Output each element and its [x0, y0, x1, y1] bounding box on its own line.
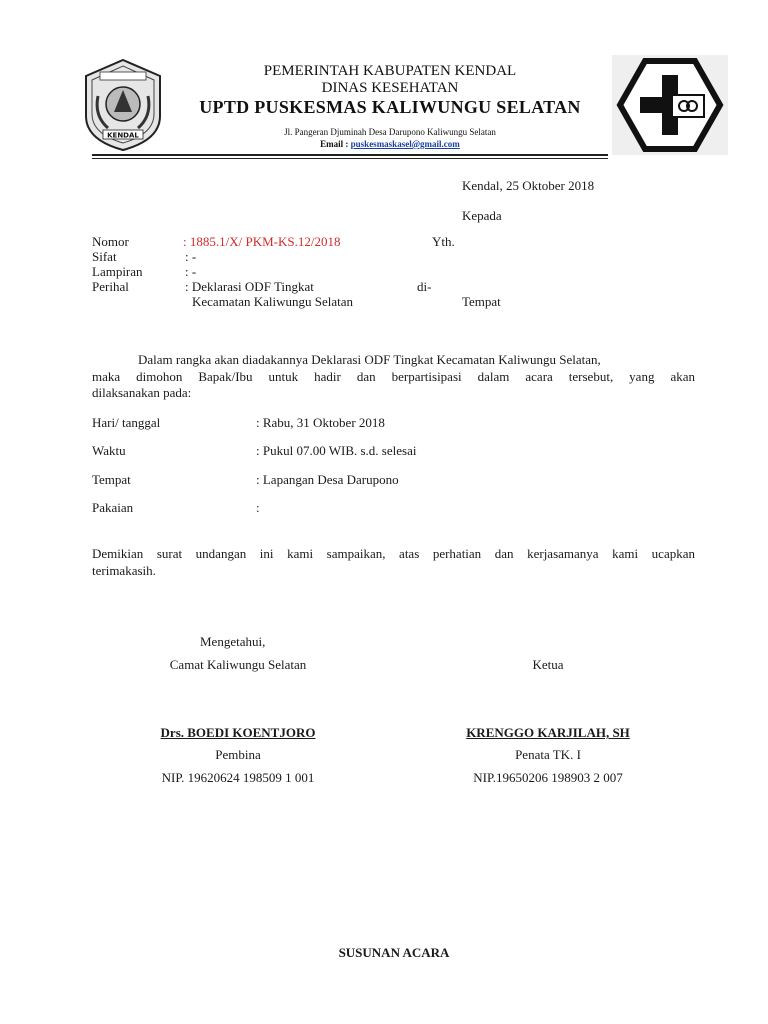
place-date: Kendal, 25 Oktober 2018	[462, 178, 595, 193]
detail-value-time: : Pukul 07.00 WIB. s.d. selesai	[256, 443, 417, 458]
email-link[interactable]: puskesmaskasel@gmail.com	[350, 139, 460, 149]
header-institution: UPTD PUSKESMAS KALIWUNGU SELATAN	[199, 97, 581, 117]
field-label-perihal: Perihal	[92, 279, 129, 294]
right-signer-name: KRENGGO KARJILAH, SH	[466, 725, 630, 740]
section-title: SUSUNAN ACARA	[338, 945, 450, 960]
left-signer-name: Drs. BOEDI KOENTJORO	[160, 725, 316, 740]
field-label-nomor: Nomor	[92, 234, 129, 249]
left-signer-nip: NIP. 19620624 198509 1 001	[161, 770, 315, 785]
header-department: DINAS KESEHATAN	[321, 80, 459, 96]
body-line-3: dilaksanakan pada:	[92, 385, 192, 400]
right-signer-position: Ketua	[532, 657, 564, 672]
header-address: Jl. Pangeran Djuminah Desa Darupono Kaliwungu Selatan	[284, 127, 496, 137]
header-email-line	[170, 139, 610, 149]
di-label: di-	[417, 279, 432, 294]
header-rule-thick	[92, 154, 608, 156]
field-value-lampiran: : -	[185, 264, 197, 279]
header-government: PEMERINTAH KABUPATEN KENDAL	[263, 63, 517, 79]
detail-label-time: Waktu	[92, 443, 126, 458]
body-line-1: Dalam rangka akan diadakannya Deklarasi ODF Tingkat Kecamatan Kaliwungu Selatan,	[138, 352, 601, 367]
field-value-sifat: : -	[185, 249, 197, 264]
emblem-label: KENDAL	[107, 131, 139, 140]
header-rule-thin	[92, 158, 608, 159]
mengetahui-label: Mengetahui,	[200, 634, 266, 649]
email-label: Email :	[320, 139, 351, 149]
closing-line-2: terimakasih.	[92, 563, 156, 578]
field-label-sifat: Sifat	[92, 249, 117, 264]
closing-line-1: Demikian surat undangan ini kami sampaikan, atas perhatian dan kerjasamanya kami ucapkan	[92, 546, 695, 561]
right-signer-nip: NIP.19650206 198903 2 007	[473, 770, 623, 785]
right-signer-rank: Penata TK. I	[515, 747, 581, 762]
field-value-perihal: : Deklarasi ODF Tingkat	[185, 279, 314, 294]
left-signer-position: Camat Kaliwungu Selatan	[169, 657, 307, 672]
yth-label: Yth.	[432, 234, 455, 249]
left-signer-rank: Pembina	[215, 747, 261, 762]
field-value-nomor: : 1885.1/X/ PKM-KS.12/2018	[183, 234, 341, 249]
detail-value-date: : Rabu, 31 Oktober 2018	[256, 415, 385, 430]
kepada-label: Kepada	[462, 208, 502, 223]
tempat-label: Tempat	[462, 294, 501, 309]
perihal-continuation: Kecamatan Kaliwungu Selatan	[192, 294, 353, 309]
detail-label-attire: Pakaian	[92, 500, 134, 515]
body-line-2: maka dimohon Bapak/Ibu untuk hadir dan berpartisipasi dalam acara tersebut, yang akan	[92, 369, 695, 384]
detail-label-place: Tempat	[92, 472, 131, 487]
kendal-regency-emblem	[78, 56, 168, 154]
field-label-lampiran: Lampiran	[92, 264, 143, 279]
detail-value-place: : Lapangan Desa Darupono	[256, 472, 399, 487]
detail-label-date: Hari/ tanggal	[92, 415, 161, 430]
puskesmas-logo	[612, 55, 728, 155]
detail-value-attire: :	[256, 500, 260, 515]
